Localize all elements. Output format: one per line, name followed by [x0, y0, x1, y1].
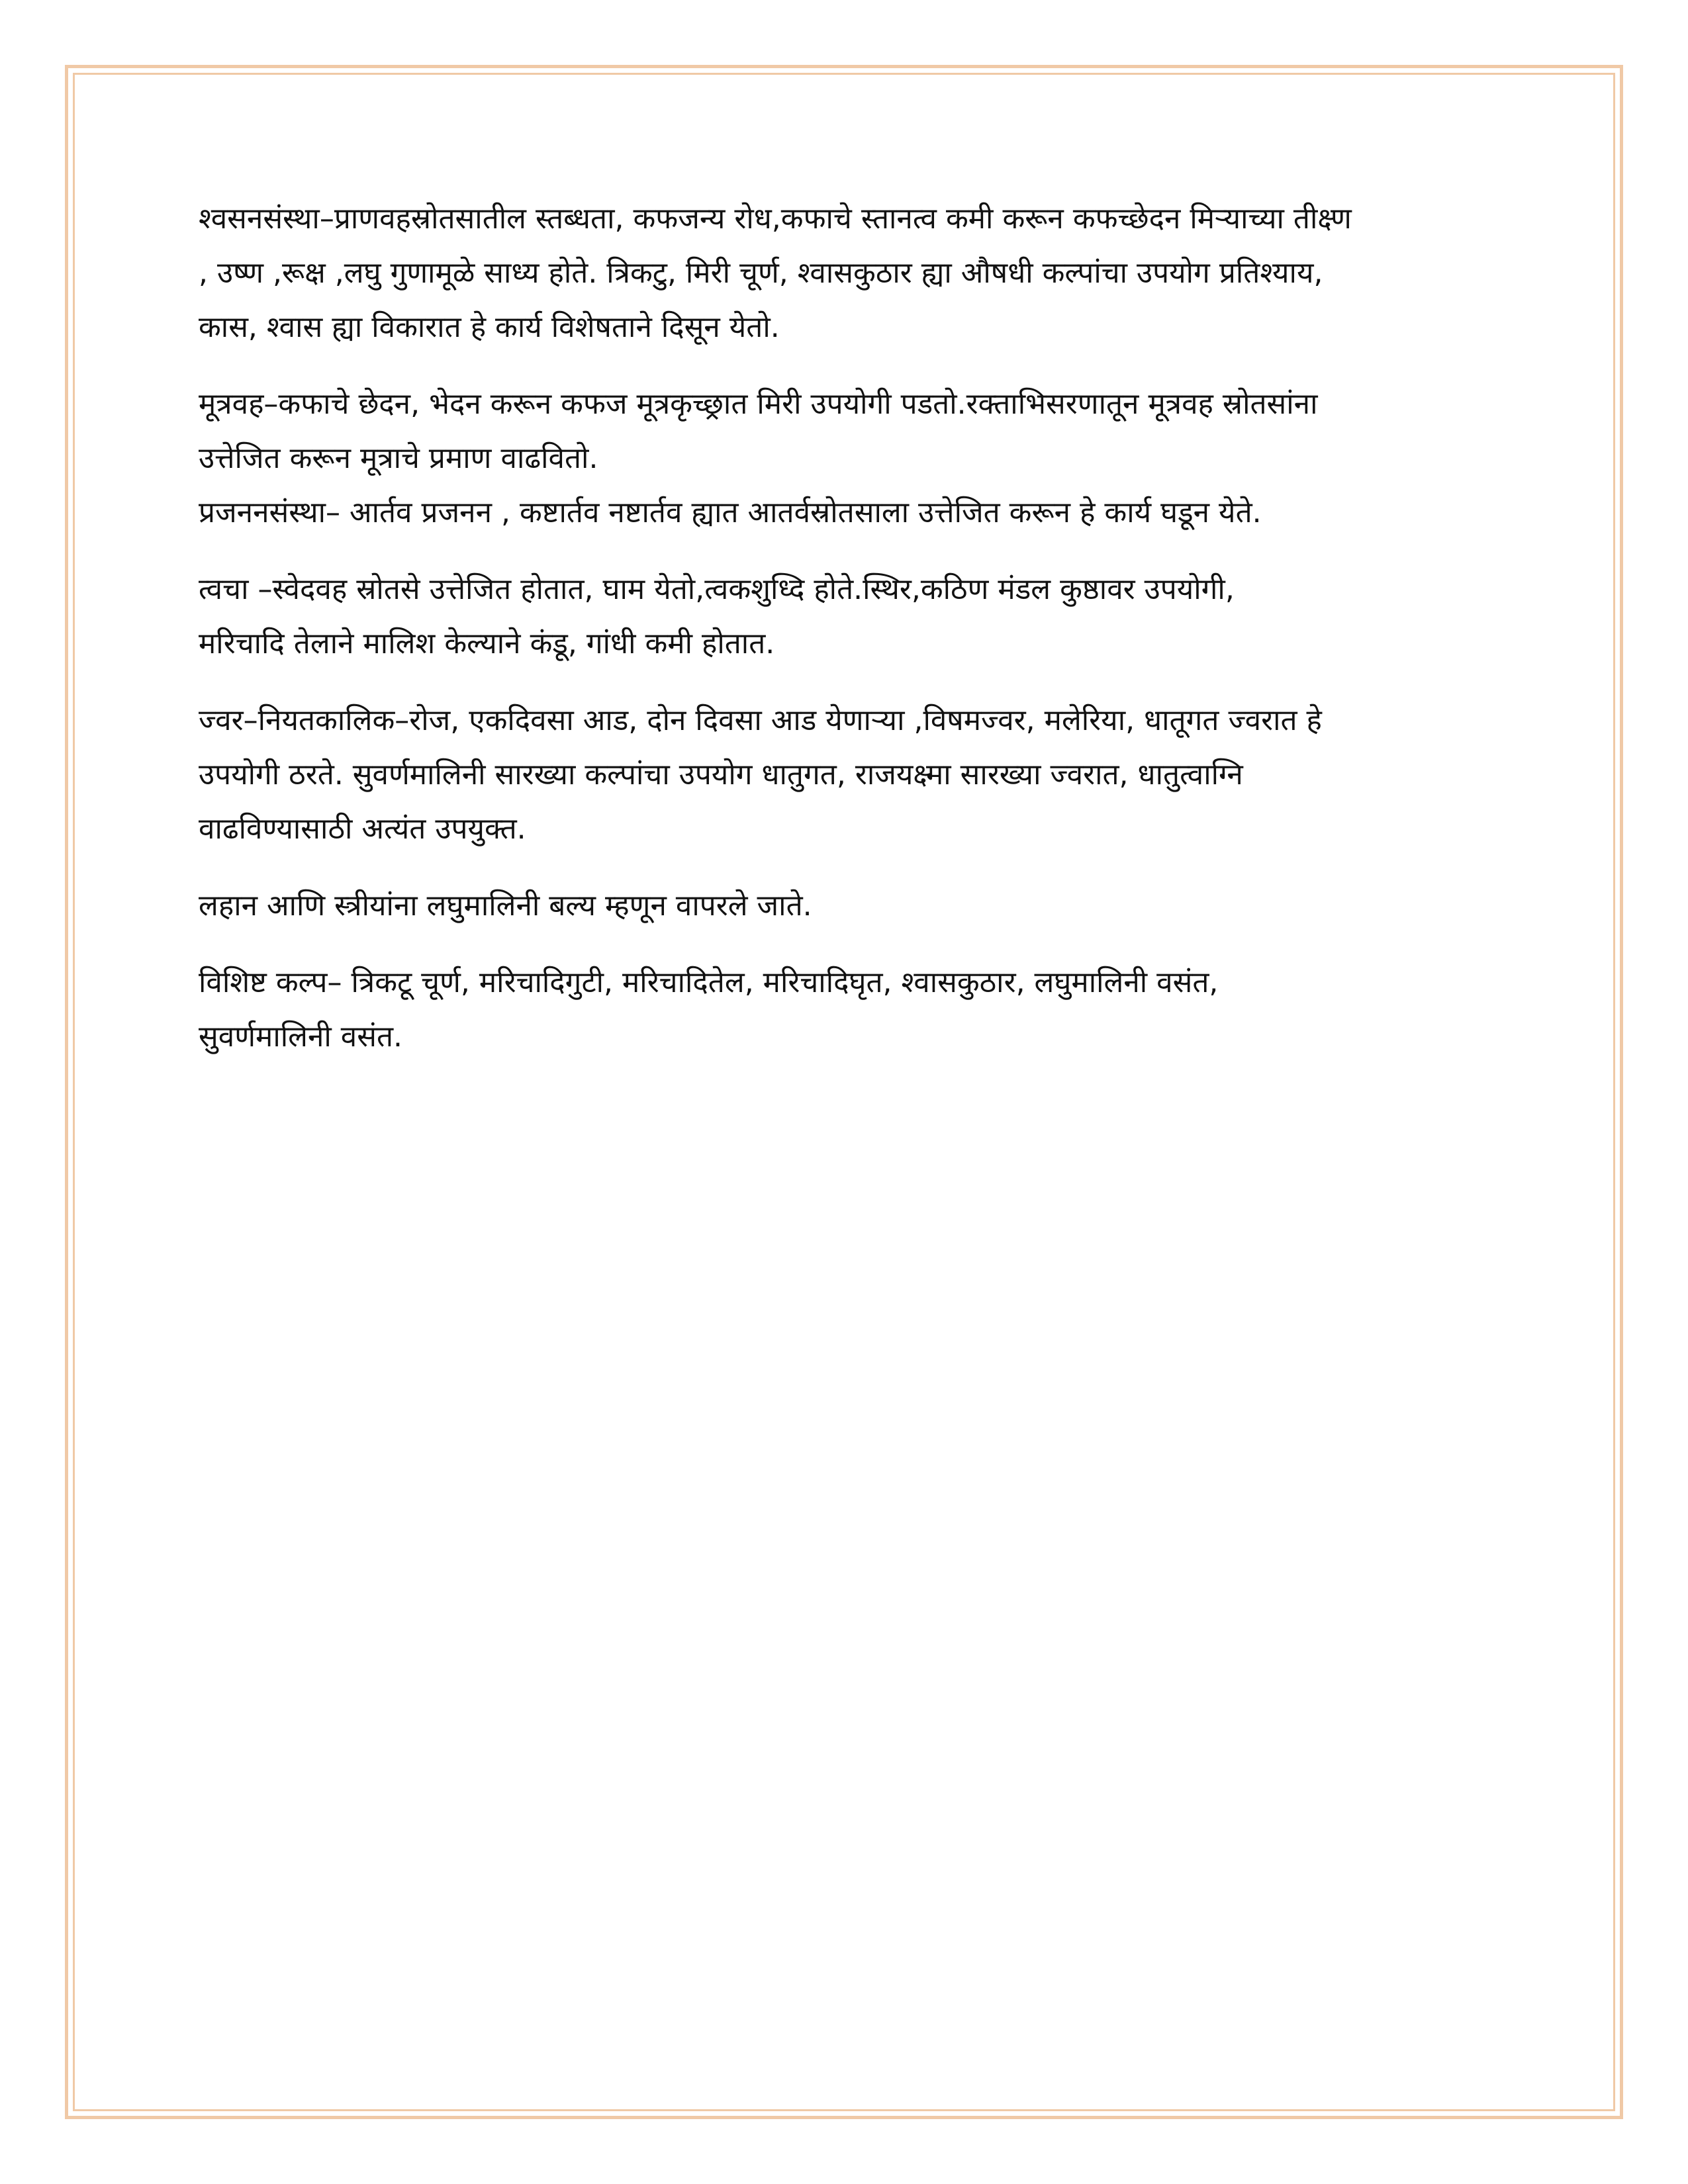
paragraph-fever [199, 694, 1496, 856]
text-line: मूत्रवह–कफाचे छेदन, भेदन करून कफज मूत्रकृच्छ्रात मिरी उपयोगी पडतो.रक्ताभिसरणातून मूत्रवह स्रोतसांना [199, 387, 1318, 421]
text-line: विशिष्ट कल्प– त्रिकटू चूर्ण, मरिचादिगुटी, मरिचादितेल, मरिचादिघृत, श्वासकुठार, लघुमालिनी वसंत, [199, 966, 1219, 999]
document-body [199, 192, 1496, 1087]
text-line: , उष्ण ,रूक्ष ,लघु गुणामूळे साध्य होते. त्रिकटु, मिरी चूर्ण, श्वासकुठार ह्या औषधी कल्पांचा उपयोग प्रतिश्याय, [199, 256, 1323, 290]
text-line: कास, श्वास ह्या विकारात हे कार्य विशेषताने दिसून येतो. [199, 310, 780, 344]
text-line: प्रजननसंस्था– आर्तव प्रजनन , कष्टार्तव नष्टार्तव ह्यात आतर्वस्रोतसाला उत्तेजित करून हे कार्य घडून येते. [199, 496, 1262, 529]
text-line: वाढविण्यासाठी अत्यंत उपयुक्त. [199, 812, 526, 846]
text-line: श्वसनसंस्था–प्राणवहस्रोतसातील स्तब्धता, कफजन्य रोध,कफाचे स्तानत्व कमी करून कफच्छेदन मिऱ्याच्या तीक्ष्ण [199, 202, 1352, 236]
text-line: उत्तेजित करून मूत्राचे प्रमाण वाढवितो. [199, 441, 598, 475]
paragraph-respiratory [199, 192, 1496, 355]
paragraph-reproductive [199, 486, 1496, 540]
paragraph-children-women [199, 879, 1496, 933]
paragraph-special-preparations [199, 956, 1496, 1064]
text-line: मरिचादि तेलाने मालिश केल्याने कंडू, गांधी कमी होतात. [199, 627, 775, 660]
text-line: उपयोगी ठरते. सुवर्णमालिनी सारख्या कल्पांचा उपयोग धातुगत, राजयक्ष्मा सारख्या ज्वरात, धातुत्वाग्नि [199, 758, 1243, 792]
text-line: ज्वर–नियतकालिक–रोज, एकदिवसा आड, दोन दिवसा आड येणाऱ्या ,विषमज्वर, मलेरिया, धातूगत ज्वरात हे [199, 704, 1322, 737]
paragraph-urinary [199, 377, 1496, 486]
text-line: त्वचा –स्वेदवह स्रोतसे उत्तेजित होतात, घाम येतो,त्वकशुध्दि होते.स्थिर,कठिण मंडल कुष्ठावर उपयोगी, [199, 572, 1235, 606]
paragraph-skin [199, 563, 1496, 671]
text-line: सुवर्णमालिनी वसंत. [199, 1020, 403, 1054]
text-line: लहान आणि स्त्रीयांना लघुमालिनी बल्य म्हणून वापरले जाते. [199, 889, 812, 923]
